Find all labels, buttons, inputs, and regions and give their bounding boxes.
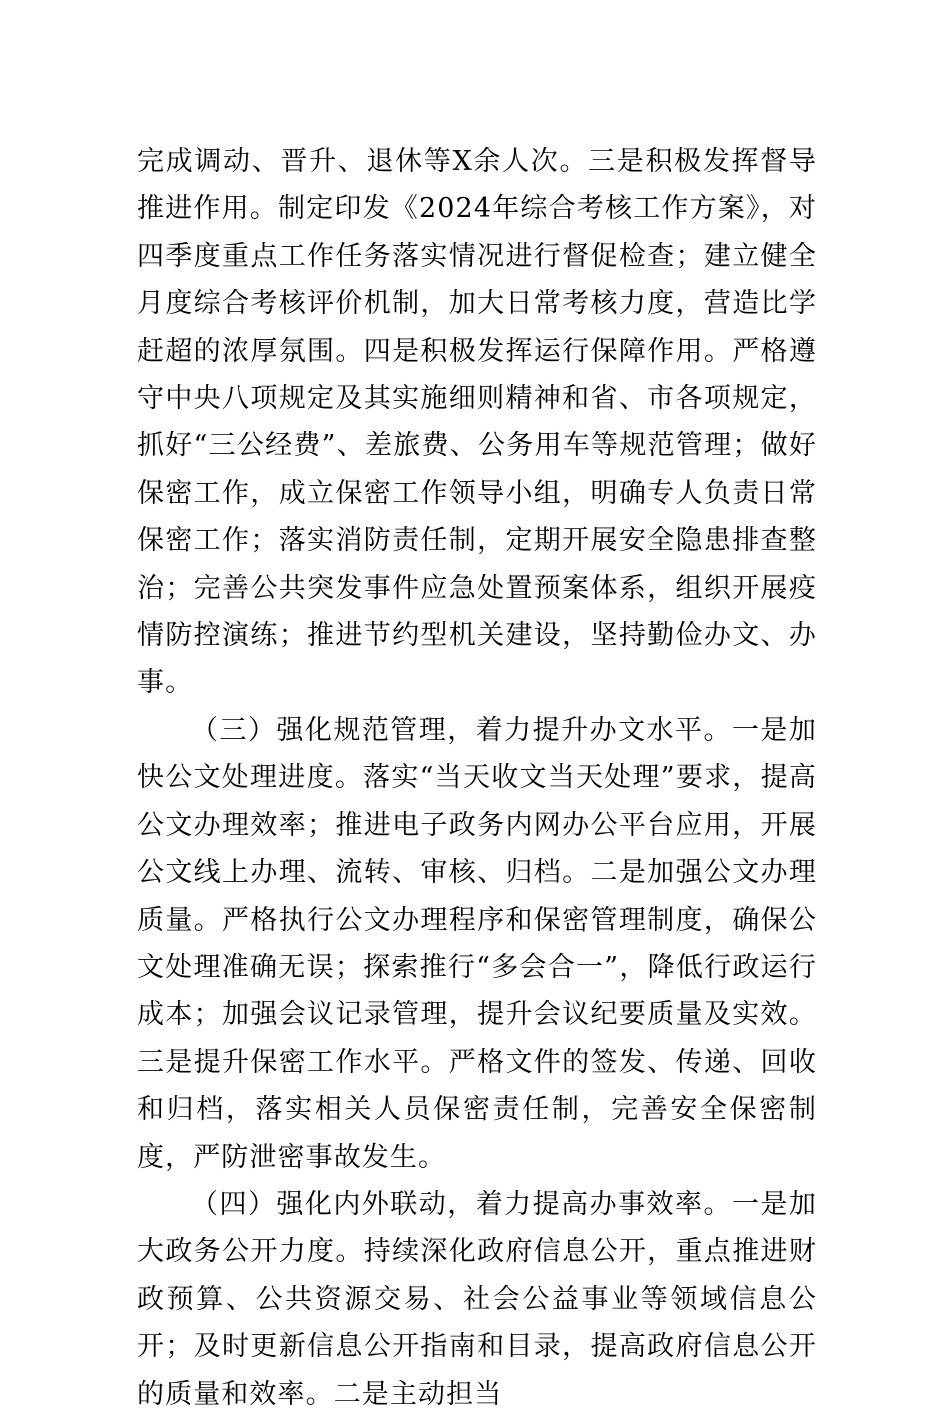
paragraph-section-four: （四）强化内外联动，着力提高办事效率。一是加大政务公开力度。持续深化政府信息公开，重点推进财政预算、公共资源交易、社会公益事业等领域信息公开；及时更新信息公开指南和目录，提高政府信息公开的质量和效率。二是主动担当: [137, 1188, 817, 1410]
document-body: [137, 138, 817, 1418]
paragraph-section-three: （三）强化规范管理，着力提升办文水平。一是加快公文处理进度。落实“当天收文当天处理”要求，提高公文办理效率；推进电子政务内网办公平台应用，开展公文线上办理、流转、审核、归档。二是加强公文办理质量。严格执行公文办理程序和保密管理制度，确保公文处理准确无误；探索推行“多会合一”，降低行政运行成本；加强会议记录管理，提升会议纪要质量及实效。三是提升保密工作水平。严格文件的签发、传递、回收和归档，落实相关人员保密责任制，完善安全保密制度，严防泄密事故发生。: [137, 714, 817, 1173]
paragraph-continuation: 完成调动、晋升、退休等X余人次。三是积极发挥督导推进作用。制定印发《2024年综合考核工作方案》，对四季度重点工作任务落实情况进行督促检查；建立健全月度综合考核评价机制，加大日常考核力度，营造比学赶超的浓厚氛围。四是积极发挥运行保障作用。严格遵守中央八项规定及其实施细则精神和省、市各项规定，抓好“三公经费”、差旅费、公务用车等规范管理；做好保密工作，成立保密工作领导小组，明确专人负责日常保密工作；落实消防责任制，定期开展安全隐患排查整治；完善公共突发事件应急处置预案体系，组织开展疫情防控演练；推进节约型机关建设，坚持勤俭办文、办事。: [137, 146, 817, 699]
